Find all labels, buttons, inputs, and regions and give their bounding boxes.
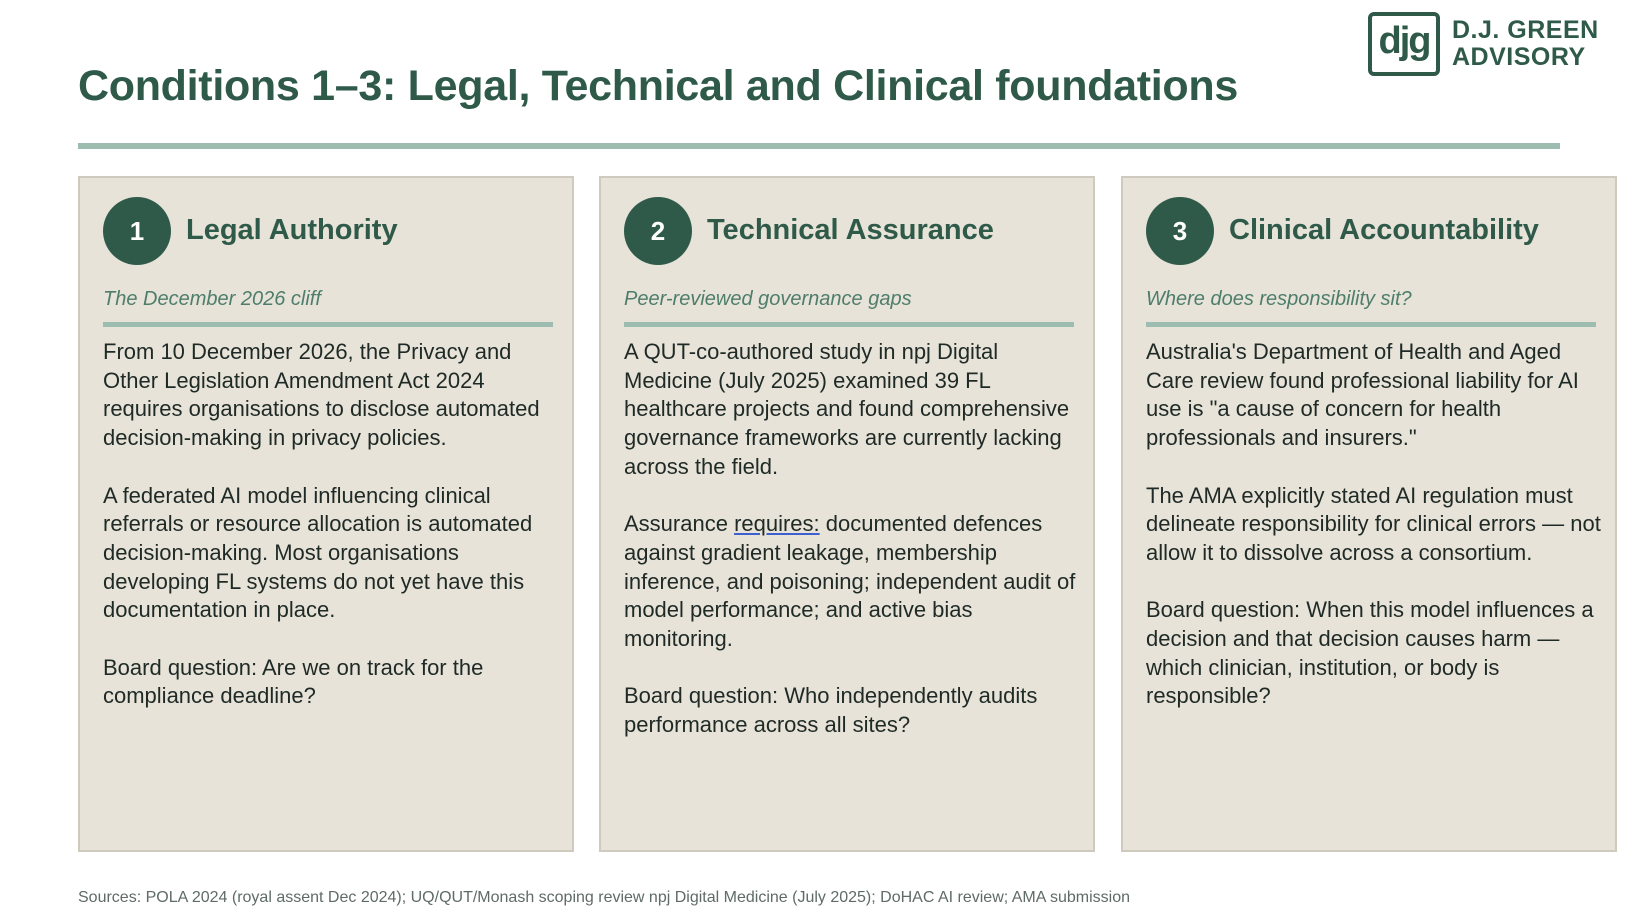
page-title: Conditions 1–3: Legal, Technical and Clinical foundations xyxy=(78,62,1238,110)
card-body xyxy=(1146,338,1602,740)
card-paragraph xyxy=(624,510,1080,654)
card-divider xyxy=(1146,322,1596,327)
card-divider xyxy=(624,322,1074,327)
card-clinical-accountability xyxy=(1121,176,1617,852)
underlined-term: requires: xyxy=(734,511,820,537)
card-number-badge: 1 xyxy=(103,197,171,265)
card-heading: Legal Authority xyxy=(186,214,398,246)
logo-wordmark xyxy=(1452,17,1599,71)
logo-line-2: ADVISORY xyxy=(1452,43,1586,71)
paragraph-rest: documented defences against gradient leakage, membership inference, and poisoning; independent audit of model performance; and active bias monitoring. xyxy=(624,511,1076,652)
logo-mark: djg xyxy=(1368,12,1440,76)
card-body xyxy=(103,338,559,740)
card-number-badge: 3 xyxy=(1146,197,1214,265)
card-subtitle: Peer-reviewed governance gaps xyxy=(624,288,912,310)
paragraph-lead: Assurance xyxy=(624,511,735,537)
card-paragraph: A QUT-co-authored study in npj Digital Medicine (July 2025) examined 39 FL healthcare projects and found comprehensive governance frameworks are currently lacking across the field. xyxy=(624,339,1070,479)
card-paragraph: From 10 December 2026, the Privacy and Other Legislation Amendment Act 2024 requires organisations to disclose automated decision-making in privacy policies. xyxy=(103,339,540,451)
title-divider xyxy=(78,143,1560,149)
card-heading: Technical Assurance xyxy=(707,214,994,246)
card-technical-assurance xyxy=(599,176,1095,852)
card-divider xyxy=(103,322,553,327)
card-paragraph: The AMA explicitly stated AI regulation must delineate responsibility for clinical errors — not allow it to dissolve across a consortium. xyxy=(1146,482,1601,565)
card-subtitle: The December 2026 cliff xyxy=(103,288,321,310)
card-subtitle: Where does responsibility sit? xyxy=(1146,288,1412,310)
logo-line-1: D.J. GREEN xyxy=(1452,16,1599,44)
brand-logo xyxy=(1368,12,1599,76)
board-question: Board question: When this model influences a decision and that decision causes harm — which clinician, institution, or body is responsible? xyxy=(1146,597,1594,709)
card-legal-authority xyxy=(78,176,574,852)
sources-footnote: Sources: POLA 2024 (royal assent Dec 2024); UQ/QUT/Monash scoping review npj Digital Medicine (July 2025); DoHAC AI review; AMA submission xyxy=(78,889,1131,906)
card-paragraph: A federated AI model influencing clinical referrals or resource allocation is automated decision-making. Most organisations developing FL systems do not yet have this documentation in place. xyxy=(103,482,533,623)
board-question: Board question: Who independently audits performance across all sites? xyxy=(624,683,1038,738)
card-heading: Clinical Accountability xyxy=(1229,214,1539,246)
card-number-badge: 2 xyxy=(624,197,692,265)
card-paragraph: Australia's Department of Health and Aged Care review found professional liability for AI use is "a cause of concern for health professionals and insurers." xyxy=(1146,339,1579,451)
card-body xyxy=(624,338,1080,769)
board-question: Board question: Are we on track for the compliance deadline? xyxy=(103,654,484,709)
